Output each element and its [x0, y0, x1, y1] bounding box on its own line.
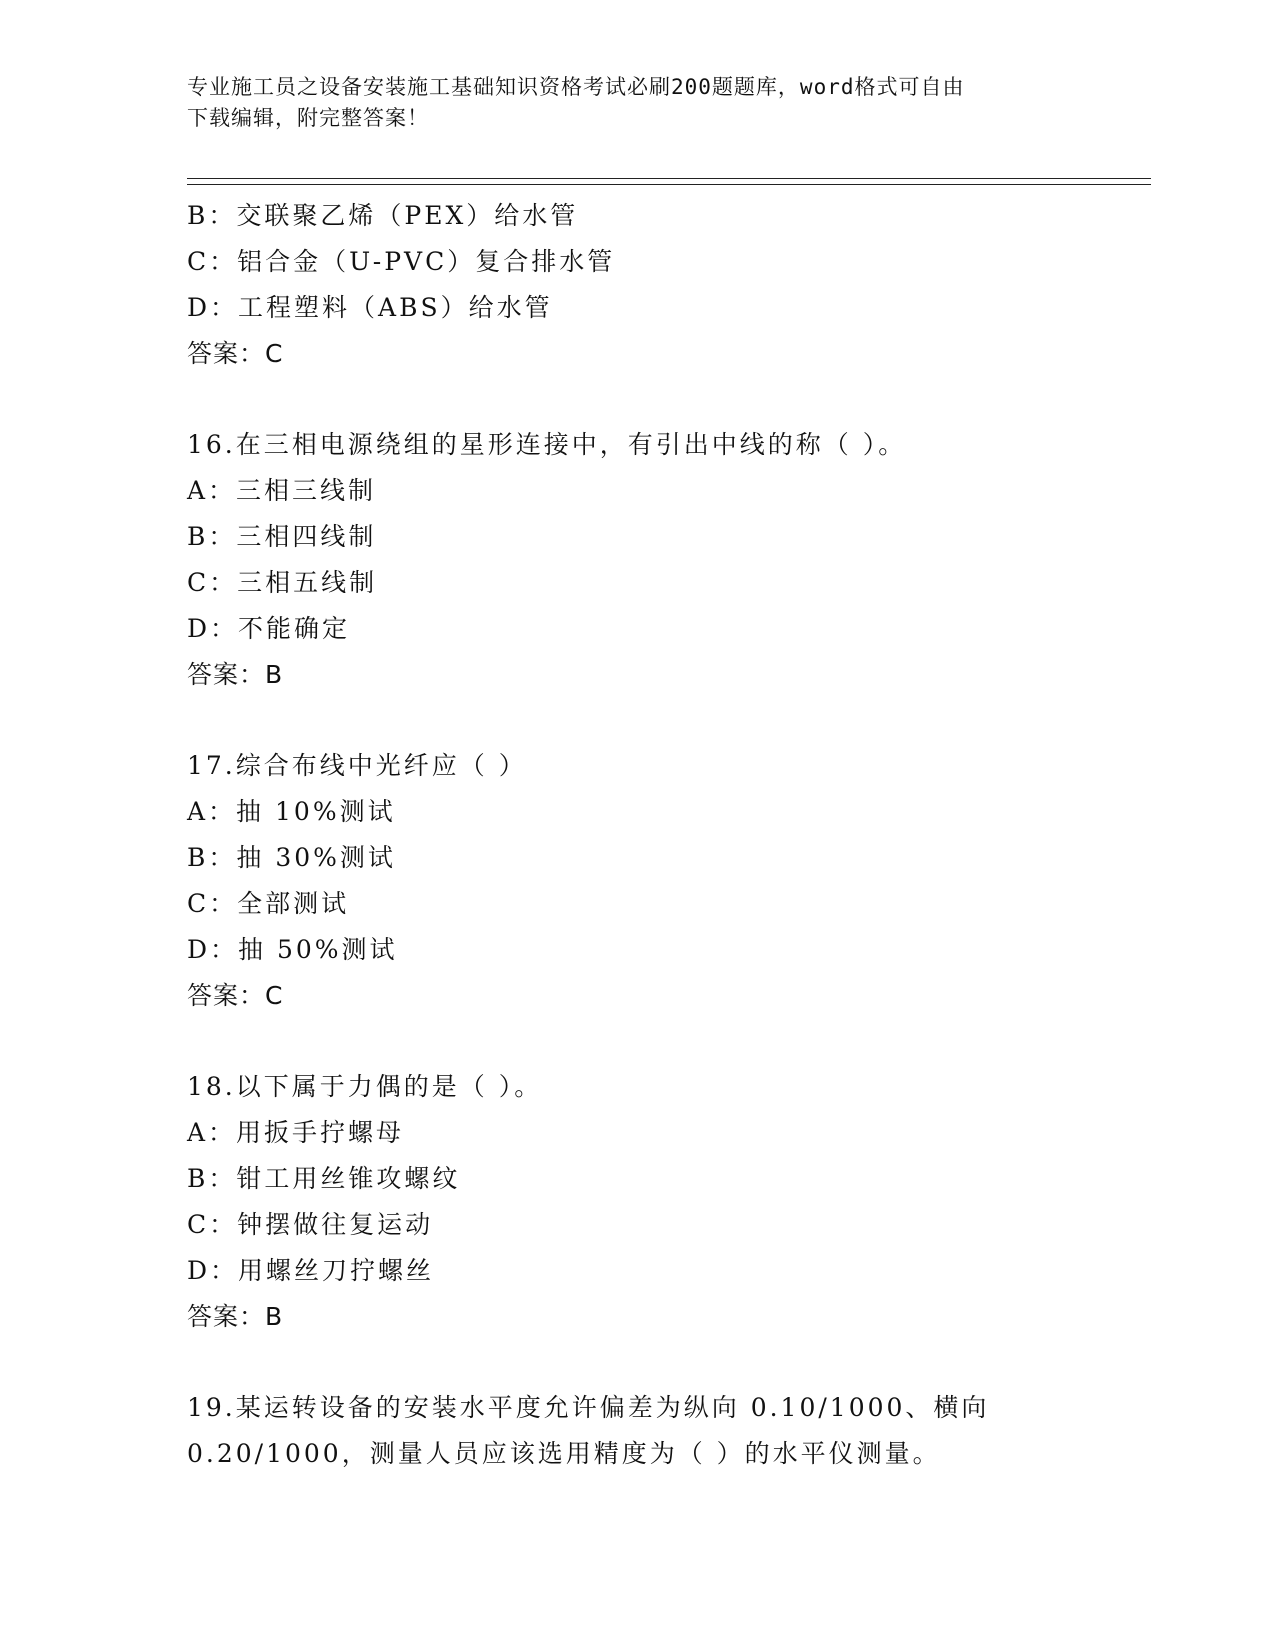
option-a: A：用扳手拧螺母 [187, 1118, 405, 1147]
option-b: B：三相四线制 [187, 522, 377, 551]
question-stem: 18.以下属于力偶的是（ ）。 [187, 1072, 543, 1101]
option-b: B：钳工用丝锥攻螺纹 [187, 1164, 461, 1193]
question-stem: 17.综合布线中光纤应（ ） [187, 751, 527, 780]
option-c: C：三相五线制 [187, 568, 378, 597]
question-stem-line-2: 0.20/1000，测量人员应该选用精度为（ ）的水平仪测量。 [187, 1439, 941, 1468]
option-c: C：全部测试 [187, 889, 350, 918]
answer-line: 答案：B [187, 660, 284, 689]
option-a: A：抽 10%测试 [187, 797, 396, 826]
question-17 [187, 743, 1147, 1019]
question-15-continuation [187, 193, 1147, 377]
option-d: D：用螺丝刀拧螺丝 [187, 1256, 435, 1285]
option-d: D：抽 50%测试 [187, 935, 398, 964]
document-header [187, 72, 1067, 134]
answer-line: 答案：C [187, 981, 284, 1010]
header-line-1: 专业施工员之设备安装施工基础知识资格考试必刷200题题库，word格式可自由 [187, 75, 965, 99]
question-19 [187, 1385, 1147, 1477]
question-stem: 16.在三相电源绕组的星形连接中，有引出中线的称（ ）。 [187, 430, 907, 459]
option-b: B：抽 30%测试 [187, 843, 396, 872]
answer-line: 答案：B [187, 1302, 284, 1331]
question-16 [187, 422, 1147, 698]
question-18 [187, 1064, 1147, 1340]
header-divider [187, 178, 1151, 185]
header-line-2: 下载编辑，附完整答案！ [187, 106, 429, 130]
option-a: A：三相三线制 [187, 476, 377, 505]
answer-line: 答案：C [187, 339, 284, 368]
question-list [187, 193, 1147, 1477]
option-d: D：工程塑料（ABS）给水管 [187, 293, 553, 322]
option-c: C：钟摆做往复运动 [187, 1210, 434, 1239]
question-stem-line-1: 19.某运转设备的安装水平度允许偏差为纵向 0.10/1000、横向 [187, 1393, 990, 1422]
option-b: B：交联聚乙烯（PEX）给水管 [187, 201, 579, 230]
option-c: C：铝合金（U-PVC）复合排水管 [187, 247, 616, 276]
option-d: D：不能确定 [187, 614, 351, 643]
